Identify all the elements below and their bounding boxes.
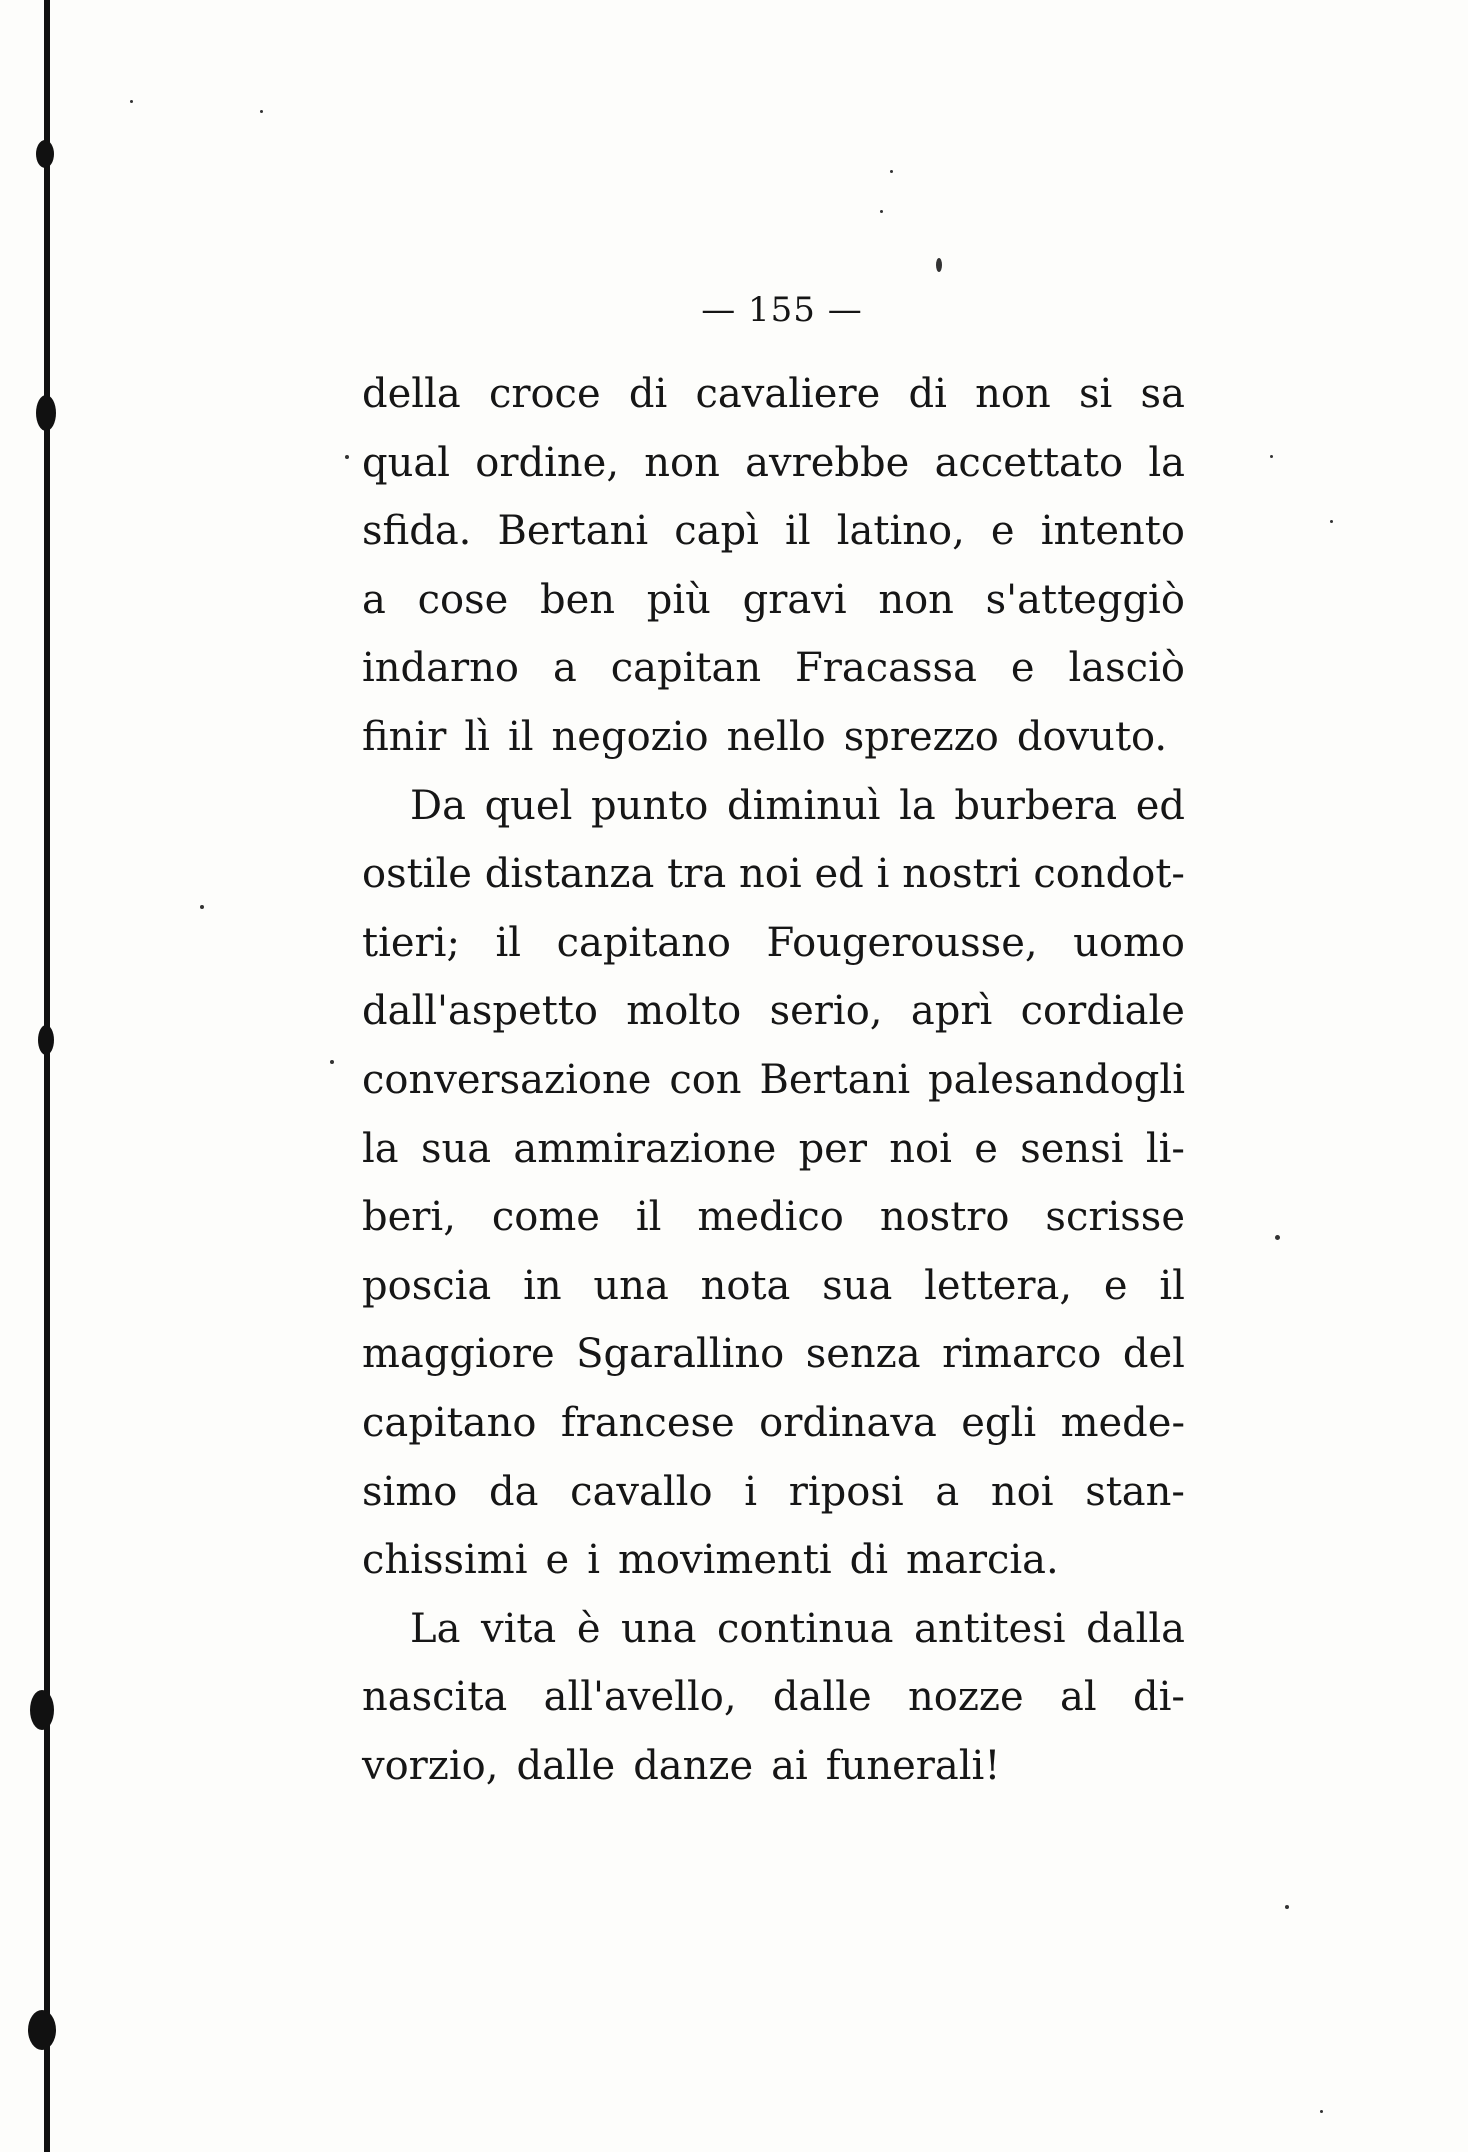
text-line (362, 360, 1185, 429)
word: ordinava (759, 1399, 937, 1446)
speck (1330, 520, 1333, 523)
word: si (1078, 371, 1113, 417)
word: il (507, 713, 534, 760)
text-line (362, 634, 1185, 703)
word: movimenti (618, 1537, 832, 1584)
word: beri, (362, 1194, 456, 1241)
word: Bertani (759, 1056, 911, 1103)
word: nascita (362, 1674, 508, 1721)
speck (1270, 455, 1273, 458)
word: non (644, 439, 720, 486)
word: conversazione (362, 1056, 652, 1103)
word: ed (1135, 782, 1185, 829)
text-line (362, 977, 1185, 1046)
word: ed (814, 851, 864, 898)
word: scrisse (1045, 1194, 1185, 1241)
word: Fougerousse, (766, 919, 1038, 966)
word: finir (362, 713, 447, 760)
word: distanza (484, 851, 655, 898)
word: come (491, 1194, 600, 1241)
word: danze (633, 1742, 754, 1789)
page-number: — 155 — (701, 290, 863, 330)
word: rimarco (942, 1331, 1102, 1378)
word: simo (362, 1468, 458, 1515)
speck (330, 1060, 334, 1064)
text-line (362, 703, 1185, 772)
text-line (362, 1595, 1185, 1664)
word: burbera (954, 782, 1118, 829)
text-line (362, 1183, 1185, 1252)
word: non (975, 371, 1051, 417)
word: latino, (836, 508, 965, 555)
speck (200, 905, 204, 909)
word: vorzio, (362, 1742, 499, 1789)
word: i (876, 851, 890, 898)
word: mede- (1060, 1399, 1185, 1446)
speck (1275, 1235, 1280, 1240)
word: aprì (910, 988, 993, 1035)
word: del (1122, 1331, 1185, 1378)
speck (880, 210, 883, 213)
word: capitan (610, 645, 762, 692)
word: e (974, 1125, 998, 1172)
word: francese (560, 1399, 735, 1446)
word: ordine, (475, 439, 620, 486)
word: funerali! (825, 1742, 1001, 1789)
word: sa (1140, 371, 1185, 417)
word: li- (1145, 1125, 1185, 1172)
word: accettato (934, 439, 1124, 486)
binding-blot (38, 1025, 54, 1055)
word: non (878, 576, 954, 623)
word: è (576, 1605, 601, 1652)
word: riposi (788, 1468, 904, 1515)
word: lì (464, 713, 490, 760)
word: a (935, 1468, 960, 1515)
word: antitesi (914, 1605, 1066, 1652)
word: e (990, 508, 1015, 555)
word: sfida. (362, 508, 472, 555)
text-line (362, 1526, 1185, 1595)
word: nello (726, 713, 826, 760)
word: palesandogli (928, 1056, 1185, 1103)
word: di (849, 1537, 889, 1584)
text-line (362, 1046, 1185, 1115)
word: i (587, 1537, 600, 1584)
word: il (495, 919, 522, 966)
word: chissimi (362, 1537, 528, 1584)
word: vita (480, 1605, 557, 1652)
word: la (899, 782, 936, 829)
word: poscia (362, 1262, 492, 1309)
word: capitano (556, 919, 731, 966)
word: molto (626, 988, 742, 1035)
word: punto (591, 782, 709, 829)
word: sua (822, 1262, 893, 1309)
word: il (635, 1194, 662, 1241)
word: Bertani (497, 508, 649, 555)
text-line (362, 566, 1185, 635)
word: croce (488, 371, 601, 417)
speck (1285, 1905, 1289, 1909)
text-line (362, 1115, 1185, 1184)
speck (345, 455, 349, 459)
word: in (523, 1262, 562, 1309)
word: il (1159, 1262, 1185, 1309)
word: indarno (362, 645, 519, 692)
word: noi (889, 1125, 952, 1172)
word: ostile (362, 851, 472, 898)
speck (260, 110, 263, 113)
word: tieri; (362, 919, 460, 966)
word: maggiore (362, 1331, 555, 1378)
word: all'avello, (543, 1674, 737, 1721)
word: dall'aspetto (362, 988, 598, 1035)
word: nostri (902, 851, 1021, 898)
word: continua (716, 1605, 894, 1652)
word: stan- (1085, 1468, 1185, 1515)
speck (130, 100, 133, 103)
speck (1320, 2110, 1323, 2113)
body-text (362, 360, 1185, 1800)
text-line (362, 1389, 1185, 1458)
word: egli (961, 1399, 1037, 1446)
text-line (362, 909, 1185, 978)
word: avrebbe (745, 439, 910, 486)
word: La (410, 1605, 461, 1652)
word: dalla (1086, 1605, 1185, 1652)
text-line (362, 1458, 1185, 1527)
word: ammirazione (513, 1125, 777, 1172)
word: di (628, 371, 668, 417)
word: a (362, 576, 386, 623)
word: qual (362, 439, 451, 486)
word: lettera, (924, 1262, 1073, 1309)
text-line (362, 1320, 1185, 1389)
text-line (362, 840, 1185, 909)
word: nota (700, 1262, 791, 1309)
word: marcia. (906, 1537, 1059, 1584)
text-line (362, 1663, 1185, 1732)
word: intento (1040, 508, 1185, 555)
word: con (669, 1056, 742, 1103)
word: la (1148, 439, 1185, 486)
word: a (552, 645, 577, 692)
word: e (1103, 1262, 1128, 1309)
word: i (744, 1468, 758, 1515)
word: di (908, 371, 947, 417)
word: tra (667, 851, 727, 898)
word: cose (417, 576, 509, 623)
word: cordiale (1020, 988, 1185, 1035)
word: senza (805, 1331, 921, 1378)
text-line (362, 772, 1185, 841)
word: cavallo (570, 1468, 713, 1515)
text-line (362, 1252, 1185, 1321)
binding-blot (36, 395, 56, 431)
word: cavaliere (695, 371, 881, 417)
word: per (798, 1125, 867, 1172)
word: della (362, 371, 461, 417)
word: da (489, 1468, 539, 1515)
word: sensi (1020, 1125, 1124, 1172)
word: nostro (879, 1194, 1010, 1241)
word: quel (484, 782, 573, 829)
word: gravi (742, 576, 847, 623)
word: lasciò (1068, 645, 1185, 692)
word: la (362, 1125, 399, 1172)
word: noi (739, 851, 802, 898)
word: uomo (1073, 919, 1185, 966)
word: capitano (362, 1399, 537, 1446)
word: Fracassa (795, 645, 977, 692)
word: nozze (908, 1674, 1024, 1721)
word: serio, (769, 988, 883, 1035)
word: capì (674, 508, 759, 555)
word: sprezzo (843, 713, 999, 760)
word: una (593, 1262, 669, 1309)
speck (936, 258, 942, 272)
word: sua (420, 1125, 492, 1172)
word: una (621, 1605, 697, 1652)
word: ai (771, 1742, 808, 1789)
word: e (1010, 645, 1035, 692)
word: Sgarallino (576, 1331, 785, 1378)
word: e (545, 1537, 570, 1584)
text-line (362, 497, 1185, 566)
word: il (785, 508, 811, 555)
text-line (362, 1732, 1185, 1801)
word: più (646, 576, 711, 623)
binding-blot (28, 2010, 56, 2050)
word: negozio (551, 713, 709, 760)
word: ben (539, 576, 616, 623)
word: dalle (516, 1742, 616, 1789)
word: al (1060, 1674, 1097, 1721)
word: medico (697, 1194, 844, 1241)
speck (890, 170, 893, 173)
word: di- (1133, 1674, 1185, 1721)
word: noi (990, 1468, 1054, 1515)
word: diminuì (726, 782, 881, 829)
word: dovuto. (1016, 713, 1168, 760)
binding-blot (30, 1690, 54, 1730)
word: Da (410, 782, 466, 829)
word: dalle (772, 1674, 872, 1721)
word: condot- (1033, 851, 1185, 898)
text-line (362, 429, 1185, 498)
word: s'atteggiò (985, 576, 1185, 623)
binding-blot (36, 140, 54, 168)
